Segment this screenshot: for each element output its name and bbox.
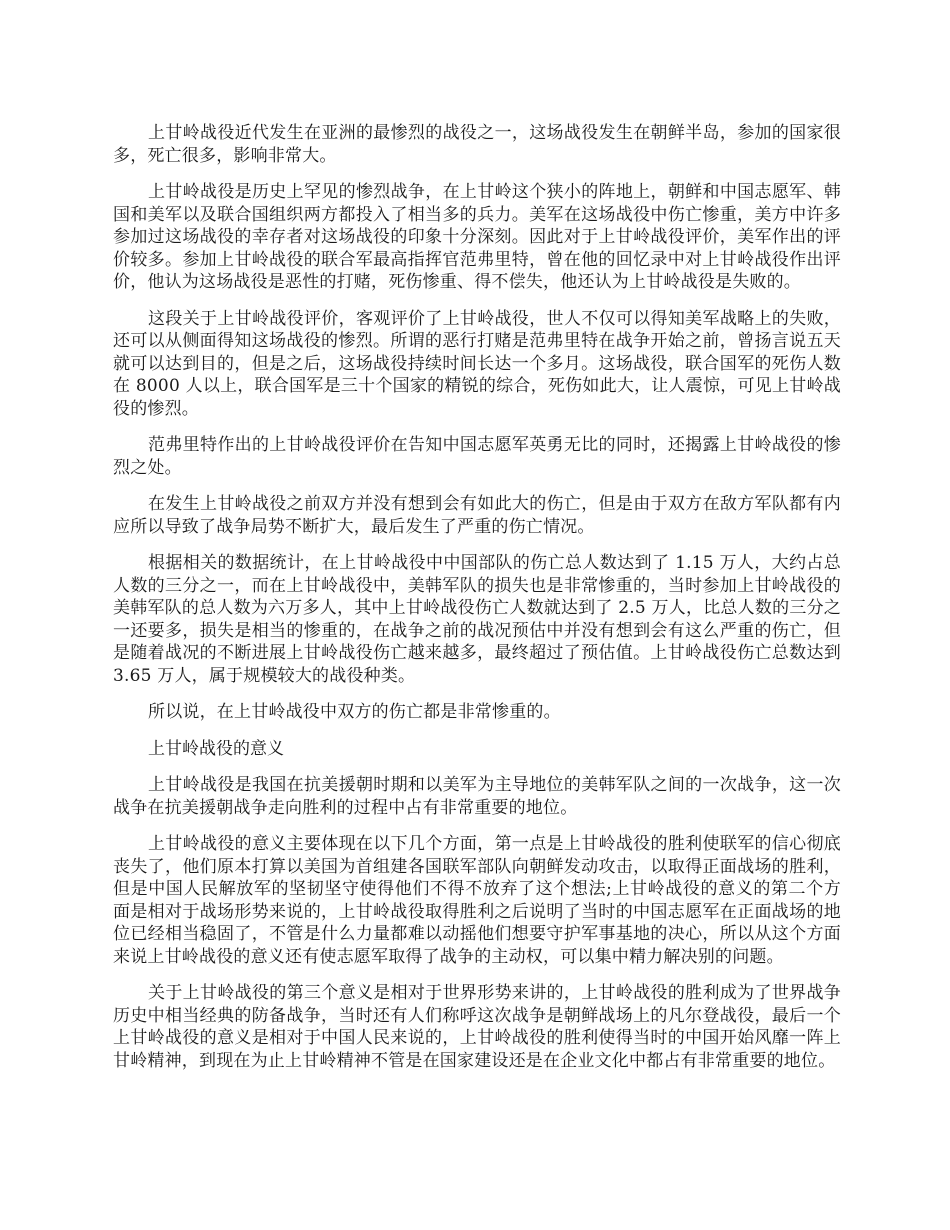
- paragraph-conclusion: 所以说，在上甘岭战役中双方的伤亡都是非常惨重的。: [148, 702, 561, 722]
- paragraph-significance-points: 上甘岭战役的意义主要体现在以下几个方面，第一点是上甘岭战役的胜利使联军的信心彻底丧失了，他们原本打算以美国为首组建各国联军部队向朝鲜发动攻击，以取得正面战场的胜利，但是中国人民解放军的坚韧坚守使得他们不得不放弃了这个想法;上甘岭战役的意义的第二个方面是相对于战场形势来说的，上甘岭战役取得胜利之后说明了当时的中国志愿军在正面战场的地位已经相当稳固了，不管是什么力量都难以动摇他们想要守护军事基地的决心，所以从这个方面来说上甘岭战役的意义还有使志愿军取得了战争的主动权，可以集中精力解决别的问题。: [113, 834, 841, 967]
- paragraph-casualties-cause: 在发生上甘岭战役之前双方并没有想到会有如此大的伤亡，但是由于双方在敌方军队都有内应所以导致了战争局势不断扩大，最后发生了严重的伤亡情况。: [113, 494, 841, 537]
- paragraph-significance-intro: 上甘岭战役是我国在抗美援朝时期和以美军为主导地位的美韩军队之间的一次战争，这一次战争在抗美援朝战争走向胜利的过程中占有非常重要的地位。: [113, 775, 841, 818]
- document-page: [113, 122, 841, 1086]
- paragraph-van-fleet: 范弗里特作出的上甘岭战役评价在告知中国志愿军英勇无比的同时，还揭露上甘岭战役的惨烈之处。: [113, 435, 841, 478]
- section-heading-significance: 上甘岭战役的意义: [148, 738, 284, 759]
- paragraph-intro: 上甘岭战役近代发生在亚洲的最惨烈的战役之一，这场战役发生在朝鲜半岛，参加的国家很多，死亡很多，影响非常大。: [113, 123, 841, 166]
- paragraph-evaluation: 这段关于上甘岭战役评价，客观评价了上甘岭战役，世人不仅可以得知美军战略上的失败，还可以从侧面得知这场战役的惨烈。所谓的恶行打赌是范弗里特在战争开始之前，曾扬言说五天就可以达到目的，但是之后，这场战役持续时间长达一个多月。这场战役，联合国军的死伤人数在 8000 人以上，联合国军是三十个国家的精锐的综合，死伤如此大，让人震惊，可见上甘岭战役的惨烈。: [113, 308, 841, 419]
- paragraph-significance-world: 关于上甘岭战役的第三个意义是相对于世界形势来讲的，上甘岭战役的胜利成为了世界战争历史中相当经典的防备战争，当时还有人们称呼这次战争是朝鲜战场上的凡尔登战役，最后一个上甘岭战役的意义是相对于中国人民来说的，上甘岭战役的胜利使得当时的中国开始风靡一阵上甘岭精神，到现在为止上甘岭精神不管是在国家建设还是在企业文化中都占有非常重要的地位。: [113, 983, 841, 1071]
- paragraph-statistics: 根据相关的数据统计，在上甘岭战役中中国部队的伤亡总人数达到了 1.15 万人，大约占总人数的三分之一，而在上甘岭战役中，美韩军队的损失也是非常惨重的，当时参加上甘岭战役的美韩军队的总人数为六万多人，其中上甘岭战役伤亡人数就达到了 2.5 万人，比总人数的三分之一还要多，损失是相当的惨重的，在战争之前的战况预估中并没有想到会有这么严重的伤亡，但是随着战况的不断进展上甘岭战役伤亡越来越多，最终超过了预估值。上甘岭战役伤亡总数达到 3.65 万人，属于规模较大的战役种类。: [113, 553, 841, 686]
- paragraph-battle-description: 上甘岭战役是历史上罕见的惨烈战争，在上甘岭这个狭小的阵地上，朝鲜和中国志愿军、韩国和美军以及联合国组织两方都投入了相当多的兵力。美军在这场战役中伤亡惨重，美方中许多参加过这场战役的幸存者对这场战役的印象十分深刻。因此对于上甘岭战役评价，美军作出的评价较多。参加上甘岭战役的联合军最高指挥官范弗里特，曾在他的回忆录中对上甘岭战役作出评价，他认为这场战役是恶性的打赌，死伤惨重、得不偿失，他还认为上甘岭战役是失败的。: [113, 182, 841, 292]
